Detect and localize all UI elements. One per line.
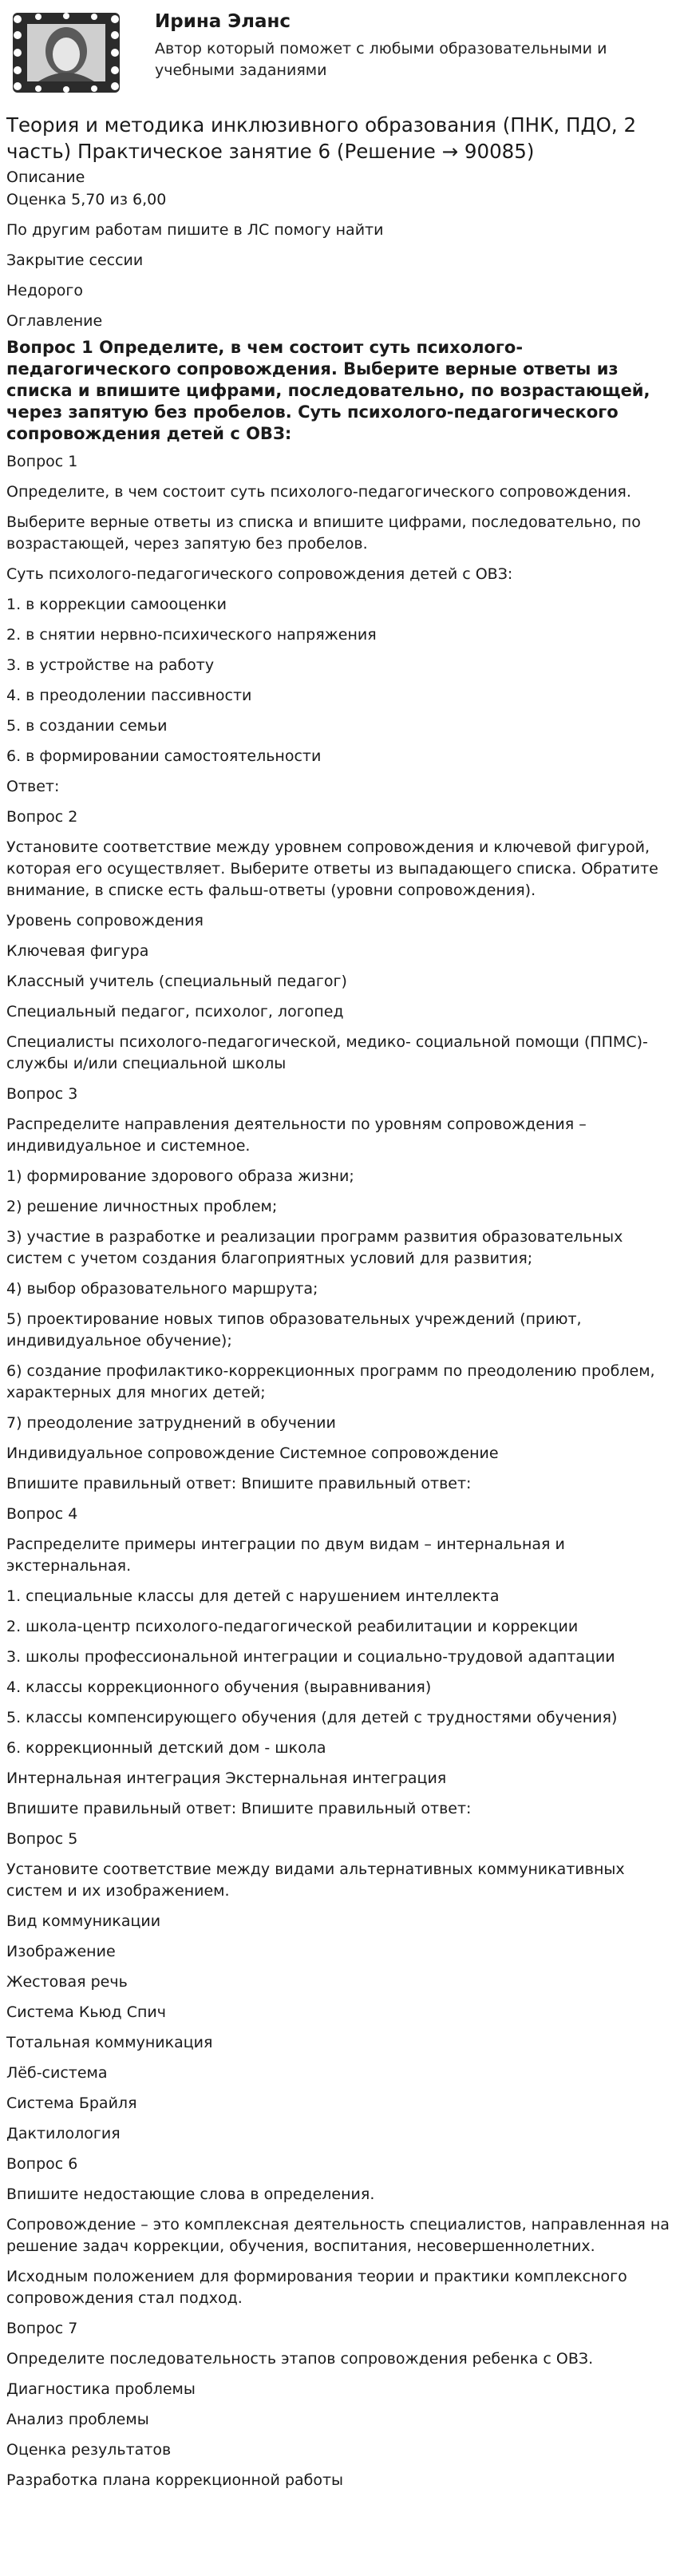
author-avatar[interactable] xyxy=(6,8,126,97)
body-paragraph: Система Брайля xyxy=(6,2094,137,2112)
body-paragraph: 1. специальные классы для детей с нарушением интеллекта xyxy=(6,1587,500,1605)
author-card xyxy=(6,0,670,97)
body-paragraph: 4) выбор образовательного маршрута; xyxy=(6,1280,318,1298)
note-item: Закрытие сессии xyxy=(6,252,144,269)
body-paragraph: 3) участие в разработке и реализации программ развития образовательных систем с учетом создания благоприятных условий для развития; xyxy=(6,1228,623,1267)
body-paragraph: Распределите направления деятельности по уровням сопровождения – индивидуальное и системное. xyxy=(6,1116,587,1155)
note-item: По другим работам пишите в ЛС помогу найти xyxy=(6,221,384,239)
body-paragraph: 6. в формировании самостоятельности xyxy=(6,747,322,765)
body-paragraph: Вопрос 7 xyxy=(6,2320,78,2337)
body-paragraph: 4. классы коррекционного обучения (выравнивания) xyxy=(6,1678,432,1696)
toc-label: Оглавление xyxy=(6,312,103,330)
body-paragraph: Вопрос 1 xyxy=(6,453,78,470)
body-paragraph: 1) формирование здорового образа жизни; xyxy=(6,1167,354,1185)
note-item: Недорого xyxy=(6,282,84,299)
body-paragraph: 2. в снятии нервно-психического напряжения xyxy=(6,626,377,644)
body-paragraph: Тотальная коммуникация xyxy=(6,2034,213,2051)
body-paragraph: Впишите правильный ответ: Впишите правильный ответ: xyxy=(6,1800,472,1817)
body-paragraph: 5. в создании семьи xyxy=(6,717,168,735)
body-paragraph: Система Кьюд Спич xyxy=(6,2003,166,2021)
body-paragraph: Установите соответствие между видами альтернативных коммуникативных систем и их изображением. xyxy=(6,1861,625,1900)
body-paragraph: 3. в устройстве на работу xyxy=(6,656,215,674)
body-paragraph: Вопрос 5 xyxy=(6,1830,78,1848)
body-paragraph: 4. в преодолении пассивности xyxy=(6,687,252,704)
body-paragraph: Дактилология xyxy=(6,2125,121,2142)
body-paragraph: 7) преодоление затруднений в обучении xyxy=(6,1414,336,1432)
author-name[interactable]: Ирина Эланс xyxy=(155,11,291,32)
body-paragraph: Классный учитель (специальный педагог) xyxy=(6,973,347,990)
body-paragraph: 2. школа-центр психолого-педагогической реабилитации и коррекции xyxy=(6,1618,579,1635)
body-paragraph: Определите, в чем состоит суть психолого-педагогического сопровождения. xyxy=(6,483,631,501)
rating-text: Оценка 5,70 из 6,00 xyxy=(6,191,167,208)
body-paragraph: Установите соответствие между уровнем сопровождения и ключевой фигурой, которая его осуществляет. Выберите ответы из выпадающего списка. Обратите внимание, в списке есть фальш-ответы (уровни сопровождения). xyxy=(6,838,658,899)
body-paragraph: Сопровождение – это комплексная деятельность специалистов, направленная на решение задач коррекции, обучения, воспитания, несовершеннолетних. xyxy=(6,2216,670,2255)
body-paragraph: Ответ: xyxy=(6,778,60,795)
author-description: Автор который поможет с любыми образовательными и учебными заданиями xyxy=(155,40,607,79)
body-paragraph: Специалисты психолого-педагогической, медико- социальной помощи (ППМС)-службы и/или специальной школы xyxy=(6,1033,648,1072)
body-paragraph: Изображение xyxy=(6,1943,116,1960)
description-label: Описание xyxy=(6,168,85,186)
body-content xyxy=(6,451,670,2491)
body-paragraph: Интернальная интеграция Экстернальная интеграция xyxy=(6,1770,447,1787)
body-paragraph: 6) создание профилактико-коррекционных программ по преодолению проблем, характерных для многих детей; xyxy=(6,1362,655,1401)
body-paragraph: Жестовая речь xyxy=(6,1973,128,1991)
body-paragraph: Вопрос 4 xyxy=(6,1505,78,1523)
question-1-heading: Вопрос 1 Определите, в чем состоит суть психолого-педагогического сопровождения. Выберите верные ответы из списка и впишите цифрами, последовательно, по возрастающей, через запятую без пробелов. Суть психолого-педагогического сопровождения детей с ОВЗ: xyxy=(6,338,650,443)
body-paragraph: 2) решение личностных проблем; xyxy=(6,1198,278,1215)
body-paragraph: Впишите недостающие слова в определения. xyxy=(6,2186,375,2203)
body-paragraph: 5) проектирование новых типов образовательных учреждений (приют, индивидуальное обучение); xyxy=(6,1310,582,1349)
body-paragraph: Суть психолого-педагогического сопровождения детей с ОВЗ: xyxy=(6,565,513,583)
body-paragraph: Лёб-система xyxy=(6,2064,108,2082)
body-paragraph: Анализ проблемы xyxy=(6,2411,149,2428)
body-paragraph: Вопрос 6 xyxy=(6,2155,78,2173)
body-paragraph: Вид коммуникации xyxy=(6,1912,161,1930)
body-paragraph: Вопрос 3 xyxy=(6,1085,78,1103)
body-paragraph: Выберите верные ответы из списка и впишите цифрами, последовательно, по возрастающей, через запятую без пробелов. xyxy=(6,513,641,553)
body-paragraph: 6. коррекционный детский дом - школа xyxy=(6,1739,326,1757)
body-paragraph: Вопрос 2 xyxy=(6,808,78,826)
body-paragraph: Распределите примеры интеграции по двум видам – интернальная и экстернальная. xyxy=(6,1536,565,1575)
body-paragraph: Ключевая фигура xyxy=(6,942,149,960)
body-paragraph: 5. классы компенсирующего обучения (для детей с трудностями обучения) xyxy=(6,1709,618,1726)
body-paragraph: Специальный педагог, психолог, логопед xyxy=(6,1003,344,1020)
body-paragraph: Уровень сопровождения xyxy=(6,912,204,929)
body-paragraph: Индивидуальное сопровождение Системное сопровождение xyxy=(6,1445,499,1462)
author-info xyxy=(155,8,634,81)
body-paragraph: 3. школы профессиональной интеграции и социально-трудовой адаптации xyxy=(6,1648,615,1666)
body-paragraph: Впишите правильный ответ: Впишите правильный ответ: xyxy=(6,1475,472,1492)
body-paragraph: Разработка плана коррекционной работы xyxy=(6,2471,344,2489)
body-paragraph: Исходным положением для формирования теории и практики комплексного сопровождения стал подход. xyxy=(6,2268,627,2307)
body-paragraph: Оценка результатов xyxy=(6,2441,172,2459)
work-title: Теория и методика инклюзивного образования (ПНК, ПДО, 2 часть) Практическое занятие 6 (Решение → 90085) xyxy=(6,113,637,163)
body-paragraph: Определите последовательность этапов сопровождения ребенка с ОВЗ. xyxy=(6,2350,594,2368)
avatar-film-frame-icon xyxy=(6,8,126,97)
body-paragraph: 1. в коррекции самооценки xyxy=(6,596,227,613)
body-paragraph: Диагностика проблемы xyxy=(6,2380,196,2398)
